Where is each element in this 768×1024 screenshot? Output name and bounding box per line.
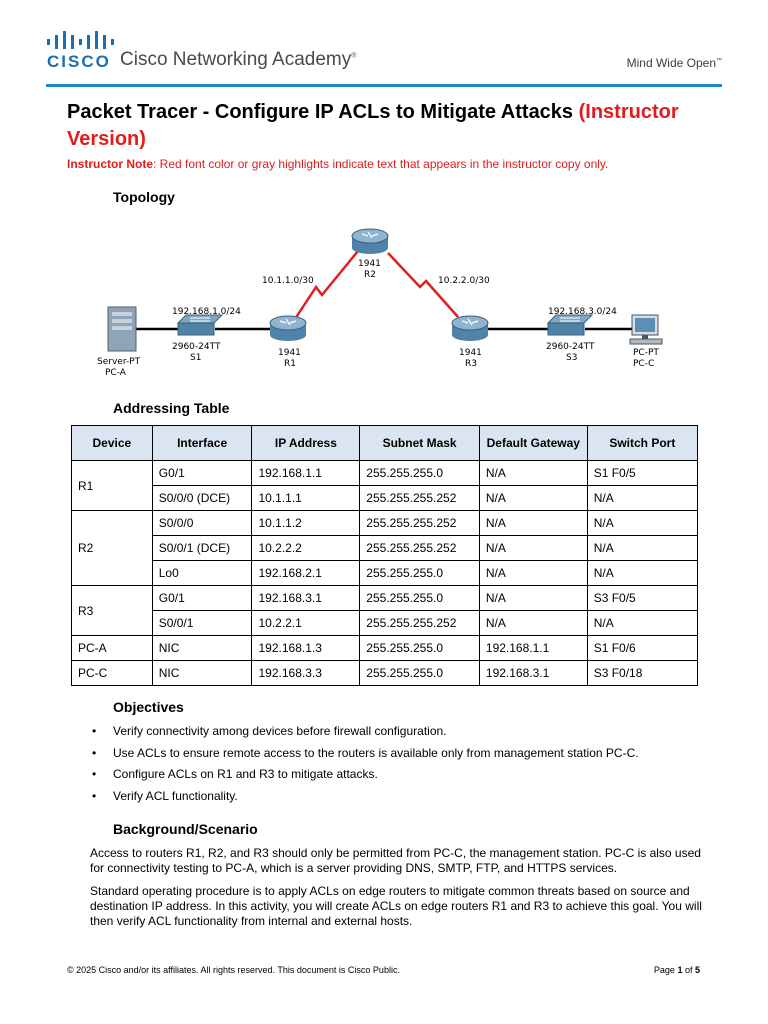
page-title: Packet Tracer - Configure IP ACLs to Mitigate Attacks (Instructor Version) [67, 101, 679, 150]
table-cell: N/A [479, 611, 587, 636]
table-cell: N/A [479, 561, 587, 586]
device-cell: PC-C [72, 661, 153, 686]
table-cell: N/A [587, 536, 697, 561]
table-cell: 255.255.255.252 [360, 486, 480, 511]
table-cell: N/A [587, 511, 697, 536]
table-cell: 10.1.1.1 [252, 486, 360, 511]
header-divider [46, 84, 722, 87]
table-cell: S0/0/1 [152, 611, 252, 636]
table-cell: N/A [587, 611, 697, 636]
table-cell: 192.168.3.1 [252, 586, 360, 611]
topology-diagram [90, 215, 680, 395]
label-r3-name: R3 [465, 359, 477, 369]
table-cell: 192.168.3.3 [252, 661, 360, 686]
switch-s3-icon [548, 315, 592, 335]
background-paragraph-1: Access to routers R1, R2, and R3 should only be permitted from PC-C, the management station. PC-C is also used for connectivity testing to PC-A, which is a server providing DNS, SMTP, FTP, and HTTPS services. [90, 846, 701, 875]
table-cell: 255.255.255.252 [360, 611, 480, 636]
table-row [72, 586, 698, 611]
topology-heading: Topology [113, 189, 175, 205]
label-s3-model: 2960-24TT [546, 342, 595, 352]
table-row [72, 511, 698, 536]
table-row [72, 561, 698, 586]
device-cell: R2 [72, 511, 153, 586]
router-r2-icon [352, 229, 388, 254]
label-pc-type: PC-PT [633, 348, 659, 358]
router-r1-icon [270, 316, 306, 341]
table-cell: 255.255.255.0 [360, 561, 480, 586]
table-cell: S0/0/1 (DCE) [152, 536, 252, 561]
cisco-wordmark: CISCO [47, 52, 111, 71]
objectives-list [92, 723, 639, 809]
pc-pcc-icon [630, 315, 662, 344]
table-header-cell: Switch Port [587, 426, 697, 461]
list-item: • Configure ACLs on R1 and R3 to mitigate attacks. [92, 766, 639, 788]
background-heading: Background/Scenario [113, 821, 258, 837]
footer-copyright: © 2025 Cisco and/or its affiliates. All rights reserved. This document is Cisco Public. [67, 965, 400, 975]
table-header-row [72, 426, 698, 461]
table-cell: S0/0/0 (DCE) [152, 486, 252, 511]
label-net-lan-c: 192.168.3.0/24 [548, 307, 617, 317]
table-cell: S1 F0/5 [587, 461, 697, 486]
table-cell: S3 F0/18 [587, 661, 697, 686]
background-paragraph-2: Standard operating procedure is to apply ACLs on edge routers to mitigate common threats based on source and destination IP address. In this activity, you will create ACLs on edge routers R1 and R3 to achieve this goal. You will then verify ACL functionality from internal and external hosts. [90, 884, 702, 928]
table-row [72, 486, 698, 511]
server-pca-icon [108, 307, 136, 351]
label-server-type: Server-PT [97, 357, 141, 367]
label-pc-name: PC-C [633, 359, 655, 369]
table-header-cell: Default Gateway [479, 426, 587, 461]
table-cell: 192.168.1.1 [252, 461, 360, 486]
academy-name: Cisco Networking Academy® [120, 49, 357, 70]
table-cell: G0/1 [152, 586, 252, 611]
table-cell: N/A [479, 586, 587, 611]
table-cell: 192.168.1.1 [479, 636, 587, 661]
label-s1-model: 2960-24TT [172, 342, 221, 352]
table-cell: 255.255.255.252 [360, 536, 480, 561]
label-r1-name: R1 [284, 359, 296, 369]
label-net-lan-a: 192.168.1.0/24 [172, 307, 241, 317]
router-r3-icon [452, 316, 488, 341]
table-cell: 10.2.2.1 [252, 611, 360, 636]
tagline: Mind Wide Open™ [626, 56, 722, 70]
addressing-table-heading: Addressing Table [113, 400, 230, 416]
table-header-cell: Device [72, 426, 153, 461]
label-server-name: PC-A [105, 368, 126, 378]
table-cell: N/A [479, 511, 587, 536]
device-cell: PC-A [72, 636, 153, 661]
table-cell: S0/0/0 [152, 511, 252, 536]
footer-page-number: Page 1 of 5 [653, 965, 700, 975]
table-cell: NIC [152, 636, 252, 661]
table-row [72, 661, 698, 686]
label-s1-name: S1 [190, 353, 202, 363]
addressing-table [71, 425, 698, 686]
table-cell: S3 F0/5 [587, 586, 697, 611]
label-r2-name: R2 [364, 270, 376, 280]
device-cell: R1 [72, 461, 153, 511]
table-header-cell: Subnet Mask [360, 426, 480, 461]
table-cell: 255.255.255.0 [360, 461, 480, 486]
table-cell: G0/1 [152, 461, 252, 486]
instructor-version-label: (Instructor Version) [67, 101, 679, 150]
table-cell: N/A [479, 461, 587, 486]
label-net-r2-r3: 10.2.2.0/30 [438, 276, 490, 286]
table-header-cell: IP Address [252, 426, 360, 461]
table-cell: 255.255.255.0 [360, 586, 480, 611]
instructor-note: Instructor Note: Red font color or gray highlights indicate text that appears in the instructor copy only. [67, 157, 609, 171]
list-item: • Verify connectivity among devices before firewall configuration. [92, 723, 639, 745]
table-cell: 192.168.2.1 [252, 561, 360, 586]
list-item: • Verify ACL functionality. [92, 788, 639, 810]
label-s3-name: S3 [566, 353, 578, 363]
label-r3-model: 1941 [459, 348, 482, 358]
table-row [72, 461, 698, 486]
table-cell: N/A [479, 536, 587, 561]
label-net-r1-r2: 10.1.1.0/30 [262, 276, 314, 286]
table-cell: NIC [152, 661, 252, 686]
table-row [72, 536, 698, 561]
table-cell: 255.255.255.0 [360, 661, 480, 686]
table-cell: 255.255.255.0 [360, 636, 480, 661]
label-r2-model: 1941 [358, 259, 381, 269]
table-cell: N/A [587, 561, 697, 586]
table-cell: S1 F0/6 [587, 636, 697, 661]
table-cell: N/A [587, 486, 697, 511]
table-cell: 192.168.1.3 [252, 636, 360, 661]
table-cell: N/A [479, 486, 587, 511]
table-header-cell: Interface [152, 426, 252, 461]
table-row [72, 636, 698, 661]
objectives-heading: Objectives [113, 699, 184, 715]
table-cell: 10.1.1.2 [252, 511, 360, 536]
table-cell: 192.168.3.1 [479, 661, 587, 686]
cisco-logo-bars-icon [47, 31, 115, 49]
table-cell: 10.2.2.2 [252, 536, 360, 561]
switch-s1-icon [178, 315, 222, 335]
list-item: • Use ACLs to ensure remote access to the routers is available only from management station PC-C. [92, 745, 639, 767]
table-row [72, 611, 698, 636]
device-cell: R3 [72, 586, 153, 636]
table-cell: Lo0 [152, 561, 252, 586]
label-r1-model: 1941 [278, 348, 301, 358]
table-cell: 255.255.255.252 [360, 511, 480, 536]
